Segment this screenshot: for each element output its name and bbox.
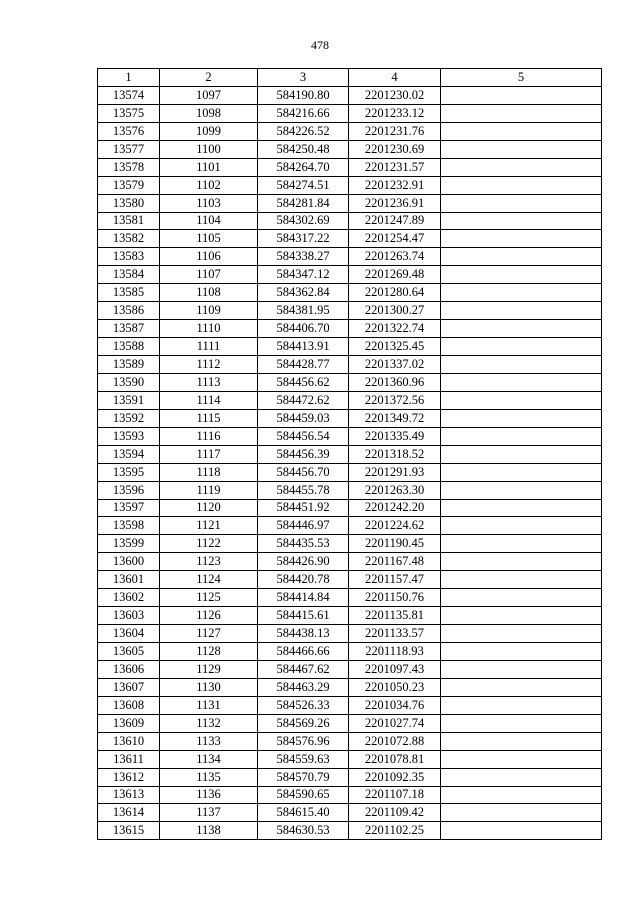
table-cell-col-1: 13602 xyxy=(98,589,160,607)
table-cell-col-1: 13574 xyxy=(98,86,160,104)
table-cell-col-1: 13592 xyxy=(98,409,160,427)
table-row xyxy=(98,104,602,122)
table-cell-col-1: 13610 xyxy=(98,732,160,750)
table-cell-col-1: 13603 xyxy=(98,607,160,625)
table-cell-col-5 xyxy=(441,750,602,768)
table-cell-col-3: 584456.39 xyxy=(258,445,349,463)
table-row xyxy=(98,678,602,696)
table-cell-col-3: 584467.62 xyxy=(258,660,349,678)
table-cell-col-3: 584420.78 xyxy=(258,571,349,589)
table-cell-col-5 xyxy=(441,302,602,320)
table-cell-col-3: 584413.91 xyxy=(258,338,349,356)
table-cell-col-5 xyxy=(441,804,602,822)
table-cell-col-4: 2201236.91 xyxy=(349,194,441,212)
table-cell-col-4: 2201360.96 xyxy=(349,373,441,391)
table-row xyxy=(98,266,602,284)
table-cell-col-1: 13613 xyxy=(98,786,160,804)
table-cell-col-5 xyxy=(441,660,602,678)
table-cell-col-4: 2201167.48 xyxy=(349,553,441,571)
table-cell-col-5 xyxy=(441,158,602,176)
table-cell-col-4: 2201157.47 xyxy=(349,571,441,589)
table-cell-col-2: 1130 xyxy=(160,678,258,696)
table-cell-col-4: 2201107.18 xyxy=(349,786,441,804)
table-row xyxy=(98,194,602,212)
table-cell-col-3: 584435.53 xyxy=(258,535,349,553)
table-cell-col-4: 2201372.56 xyxy=(349,391,441,409)
table-cell-col-1: 13606 xyxy=(98,660,160,678)
table-row xyxy=(98,212,602,230)
table-cell-col-1: 13609 xyxy=(98,714,160,732)
table-cell-col-4: 2201322.74 xyxy=(349,320,441,338)
table-cell-col-1: 13590 xyxy=(98,373,160,391)
header-row xyxy=(98,69,602,87)
table-cell-col-1: 13607 xyxy=(98,678,160,696)
table-cell-col-4: 2201335.49 xyxy=(349,427,441,445)
table-cell-col-3: 584347.12 xyxy=(258,266,349,284)
table-cell-col-4: 2201135.81 xyxy=(349,607,441,625)
table-row xyxy=(98,356,602,374)
table-cell-col-5 xyxy=(441,122,602,140)
table-cell-col-3: 584590.65 xyxy=(258,786,349,804)
table-cell-col-3: 584459.03 xyxy=(258,409,349,427)
table-cell-col-5 xyxy=(441,643,602,661)
table-cell-col-2: 1118 xyxy=(160,463,258,481)
table-cell-col-3: 584274.51 xyxy=(258,176,349,194)
table-row xyxy=(98,607,602,625)
table-row xyxy=(98,320,602,338)
table-cell-col-5 xyxy=(441,427,602,445)
table-row xyxy=(98,571,602,589)
table-cell-col-5 xyxy=(441,409,602,427)
table-row xyxy=(98,284,602,302)
table-cell-col-4: 2201280.64 xyxy=(349,284,441,302)
table-cell-col-2: 1114 xyxy=(160,391,258,409)
table-cell-col-5 xyxy=(441,140,602,158)
table-cell-col-2: 1127 xyxy=(160,625,258,643)
table-cell-col-4: 2201097.43 xyxy=(349,660,441,678)
table-cell-col-3: 584250.48 xyxy=(258,140,349,158)
table-row xyxy=(98,176,602,194)
table-cell-col-5 xyxy=(441,607,602,625)
table-cell-col-1: 13594 xyxy=(98,445,160,463)
table-cell-col-1: 13577 xyxy=(98,140,160,158)
table-cell-col-2: 1131 xyxy=(160,696,258,714)
table-cell-col-5 xyxy=(441,248,602,266)
table-cell-col-3: 584381.95 xyxy=(258,302,349,320)
table-cell-col-5 xyxy=(441,678,602,696)
table-cell-col-3: 584569.26 xyxy=(258,714,349,732)
table-cell-col-1: 13597 xyxy=(98,499,160,517)
table-cell-col-4: 2201300.27 xyxy=(349,302,441,320)
table-cell-col-2: 1112 xyxy=(160,356,258,374)
table-row xyxy=(98,445,602,463)
table-row xyxy=(98,463,602,481)
table-cell-col-5 xyxy=(441,589,602,607)
table-row xyxy=(98,158,602,176)
table-cell-col-4: 2201150.76 xyxy=(349,589,441,607)
table-cell-col-5 xyxy=(441,320,602,338)
table-cell-col-4: 2201233.12 xyxy=(349,104,441,122)
table-cell-col-1: 13585 xyxy=(98,284,160,302)
table-cell-col-5 xyxy=(441,481,602,499)
table-cell-col-1: 13584 xyxy=(98,266,160,284)
table-cell-col-2: 1121 xyxy=(160,517,258,535)
table-cell-col-3: 584630.53 xyxy=(258,822,349,840)
table-cell-col-2: 1137 xyxy=(160,804,258,822)
table-cell-col-3: 584463.29 xyxy=(258,678,349,696)
table-cell-col-1: 13612 xyxy=(98,768,160,786)
table-cell-col-1: 13593 xyxy=(98,427,160,445)
table-cell-col-4: 2201254.47 xyxy=(349,230,441,248)
table-cell-col-4: 2201242.20 xyxy=(349,499,441,517)
table-cell-col-1: 13576 xyxy=(98,122,160,140)
table-cell-col-4: 2201349.72 xyxy=(349,409,441,427)
table-cell-col-4: 2201325.45 xyxy=(349,338,441,356)
table-cell-col-2: 1103 xyxy=(160,194,258,212)
column-header-3: 3 xyxy=(258,69,349,87)
table-cell-col-1: 13580 xyxy=(98,194,160,212)
table-cell-col-2: 1120 xyxy=(160,499,258,517)
table-row xyxy=(98,517,602,535)
table-cell-col-1: 13583 xyxy=(98,248,160,266)
table-cell-col-2: 1101 xyxy=(160,158,258,176)
table-cell-col-3: 584466.66 xyxy=(258,643,349,661)
table-cell-col-3: 584302.69 xyxy=(258,212,349,230)
table-cell-col-2: 1107 xyxy=(160,266,258,284)
table-cell-col-5 xyxy=(441,212,602,230)
table-cell-col-3: 584446.97 xyxy=(258,517,349,535)
table-cell-col-4: 2201230.69 xyxy=(349,140,441,158)
table-row xyxy=(98,373,602,391)
table-cell-col-1: 13611 xyxy=(98,750,160,768)
table-cell-col-2: 1124 xyxy=(160,571,258,589)
table-cell-col-3: 584338.27 xyxy=(258,248,349,266)
table-row xyxy=(98,140,602,158)
table-cell-col-2: 1109 xyxy=(160,302,258,320)
table-cell-col-5 xyxy=(441,284,602,302)
table-cell-col-3: 584415.61 xyxy=(258,607,349,625)
table-cell-col-5 xyxy=(441,553,602,571)
table-row xyxy=(98,391,602,409)
table-row xyxy=(98,122,602,140)
table-cell-col-5 xyxy=(441,266,602,284)
table-cell-col-4: 2201291.93 xyxy=(349,463,441,481)
column-header-2: 2 xyxy=(160,69,258,87)
table-cell-col-3: 584414.84 xyxy=(258,589,349,607)
table-cell-col-3: 584451.92 xyxy=(258,499,349,517)
table-cell-col-5 xyxy=(441,535,602,553)
table-cell-col-2: 1104 xyxy=(160,212,258,230)
table-cell-col-4: 2201337.02 xyxy=(349,356,441,374)
table-row xyxy=(98,786,602,804)
table-cell-col-1: 13575 xyxy=(98,104,160,122)
table-cell-col-5 xyxy=(441,696,602,714)
table-cell-col-3: 584438.13 xyxy=(258,625,349,643)
table-cell-col-3: 584615.40 xyxy=(258,804,349,822)
table-cell-col-5 xyxy=(441,822,602,840)
table-cell-col-5 xyxy=(441,373,602,391)
table-cell-col-2: 1106 xyxy=(160,248,258,266)
page-number: 478 xyxy=(311,38,329,52)
table-cell-col-2: 1116 xyxy=(160,427,258,445)
table-cell-col-5 xyxy=(441,732,602,750)
table-cell-col-2: 1134 xyxy=(160,750,258,768)
table-cell-col-3: 584456.62 xyxy=(258,373,349,391)
table-cell-col-4: 2201034.76 xyxy=(349,696,441,714)
table-cell-col-3: 584570.79 xyxy=(258,768,349,786)
table-cell-col-2: 1122 xyxy=(160,535,258,553)
table-cell-col-1: 13599 xyxy=(98,535,160,553)
table-cell-col-2: 1100 xyxy=(160,140,258,158)
table-cell-col-2: 1115 xyxy=(160,409,258,427)
table-row xyxy=(98,409,602,427)
table-cell-col-5 xyxy=(441,625,602,643)
table-cell-col-4: 2201050.23 xyxy=(349,678,441,696)
table-cell-col-4: 2201224.62 xyxy=(349,517,441,535)
table-cell-col-2: 1135 xyxy=(160,768,258,786)
table-row xyxy=(98,660,602,678)
table-cell-col-2: 1102 xyxy=(160,176,258,194)
table-cell-col-5 xyxy=(441,768,602,786)
table-row xyxy=(98,625,602,643)
table-cell-col-3: 584281.84 xyxy=(258,194,349,212)
table-cell-col-3: 584426.90 xyxy=(258,553,349,571)
table-cell-col-1: 13614 xyxy=(98,804,160,822)
table-cell-col-2: 1111 xyxy=(160,338,258,356)
table-cell-col-3: 584362.84 xyxy=(258,284,349,302)
table-row xyxy=(98,732,602,750)
table-row xyxy=(98,427,602,445)
table-cell-col-4: 2201269.48 xyxy=(349,266,441,284)
table-cell-col-5 xyxy=(441,499,602,517)
table-row xyxy=(98,535,602,553)
table-cell-col-5 xyxy=(441,356,602,374)
table-cell-col-4: 2201092.35 xyxy=(349,768,441,786)
table-cell-col-1: 13588 xyxy=(98,338,160,356)
table-cell-col-1: 13582 xyxy=(98,230,160,248)
table-cell-col-2: 1129 xyxy=(160,660,258,678)
table-row xyxy=(98,481,602,499)
table-cell-col-5 xyxy=(441,104,602,122)
table-cell-col-5 xyxy=(441,176,602,194)
table-cell-col-3: 584406.70 xyxy=(258,320,349,338)
table-row xyxy=(98,338,602,356)
table-cell-col-5 xyxy=(441,517,602,535)
table-cell-col-1: 13596 xyxy=(98,481,160,499)
table-cell-col-4: 2201263.74 xyxy=(349,248,441,266)
table-cell-col-1: 13586 xyxy=(98,302,160,320)
table-cell-col-1: 13598 xyxy=(98,517,160,535)
table-row xyxy=(98,714,602,732)
table-cell-col-5 xyxy=(441,391,602,409)
table-cell-col-4: 2201118.93 xyxy=(349,643,441,661)
table-cell-col-3: 584216.66 xyxy=(258,104,349,122)
table-cell-col-2: 1138 xyxy=(160,822,258,840)
table-cell-col-3: 584456.70 xyxy=(258,463,349,481)
table-row xyxy=(98,822,602,840)
table-cell-col-3: 584576.96 xyxy=(258,732,349,750)
table-row xyxy=(98,696,602,714)
table-cell-col-2: 1108 xyxy=(160,284,258,302)
table-cell-col-1: 13615 xyxy=(98,822,160,840)
table-cell-col-2: 1125 xyxy=(160,589,258,607)
table-cell-col-3: 584456.54 xyxy=(258,427,349,445)
table-cell-col-3: 584264.70 xyxy=(258,158,349,176)
table-cell-col-2: 1136 xyxy=(160,786,258,804)
table-cell-col-4: 2201102.25 xyxy=(349,822,441,840)
column-header-4: 4 xyxy=(349,69,441,87)
table-cell-col-2: 1098 xyxy=(160,104,258,122)
table-cell-col-2: 1128 xyxy=(160,643,258,661)
table-cell-col-2: 1123 xyxy=(160,553,258,571)
table-row xyxy=(98,230,602,248)
table-row xyxy=(98,499,602,517)
table-cell-col-4: 2201027.74 xyxy=(349,714,441,732)
table-cell-col-1: 13604 xyxy=(98,625,160,643)
table-row xyxy=(98,302,602,320)
table-cell-col-4: 2201231.57 xyxy=(349,158,441,176)
table-cell-col-1: 13589 xyxy=(98,356,160,374)
table-cell-col-1: 13581 xyxy=(98,212,160,230)
table-cell-col-4: 2201247.89 xyxy=(349,212,441,230)
table-cell-col-3: 584559.63 xyxy=(258,750,349,768)
table-cell-col-4: 2201109.42 xyxy=(349,804,441,822)
table-cell-col-5 xyxy=(441,230,602,248)
table-cell-col-5 xyxy=(441,194,602,212)
table-cell-col-1: 13591 xyxy=(98,391,160,409)
table-cell-col-1: 13601 xyxy=(98,571,160,589)
table-cell-col-1: 13595 xyxy=(98,463,160,481)
table-row xyxy=(98,86,602,104)
table-cell-col-1: 13587 xyxy=(98,320,160,338)
table-cell-col-5 xyxy=(441,786,602,804)
table-cell-col-4: 2201190.45 xyxy=(349,535,441,553)
column-header-5: 5 xyxy=(441,69,602,87)
table-row xyxy=(98,643,602,661)
table-cell-col-2: 1117 xyxy=(160,445,258,463)
table-cell-col-3: 584190.80 xyxy=(258,86,349,104)
table-body xyxy=(98,86,602,839)
table-cell-col-3: 584472.62 xyxy=(258,391,349,409)
table-header xyxy=(98,69,602,87)
table-cell-col-4: 2201232.91 xyxy=(349,176,441,194)
table-row xyxy=(98,248,602,266)
table-cell-col-2: 1110 xyxy=(160,320,258,338)
table-cell-col-4: 2201263.30 xyxy=(349,481,441,499)
table-cell-col-3: 584455.78 xyxy=(258,481,349,499)
table-cell-col-4: 2201078.81 xyxy=(349,750,441,768)
table-cell-col-1: 13605 xyxy=(98,643,160,661)
table-cell-col-5 xyxy=(441,714,602,732)
table-row xyxy=(98,804,602,822)
table-cell-col-3: 584526.33 xyxy=(258,696,349,714)
table-row xyxy=(98,750,602,768)
table-cell-col-3: 584428.77 xyxy=(258,356,349,374)
table-cell-col-2: 1113 xyxy=(160,373,258,391)
table-cell-col-2: 1105 xyxy=(160,230,258,248)
table-cell-col-4: 2201231.76 xyxy=(349,122,441,140)
table-cell-col-4: 2201133.57 xyxy=(349,625,441,643)
table-cell-col-4: 2201230.02 xyxy=(349,86,441,104)
table-cell-col-5 xyxy=(441,445,602,463)
table-cell-col-4: 2201072.88 xyxy=(349,732,441,750)
coordinates-table xyxy=(97,68,602,840)
table-cell-col-1: 13578 xyxy=(98,158,160,176)
table-row xyxy=(98,768,602,786)
table-cell-col-4: 2201318.52 xyxy=(349,445,441,463)
table-cell-col-1: 13600 xyxy=(98,553,160,571)
table-cell-col-5 xyxy=(441,338,602,356)
table-cell-col-1: 13579 xyxy=(98,176,160,194)
table-cell-col-2: 1133 xyxy=(160,732,258,750)
table-cell-col-2: 1132 xyxy=(160,714,258,732)
table-row xyxy=(98,589,602,607)
table-cell-col-5 xyxy=(441,86,602,104)
table-cell-col-3: 584226.52 xyxy=(258,122,349,140)
table-cell-col-2: 1099 xyxy=(160,122,258,140)
table-cell-col-1: 13608 xyxy=(98,696,160,714)
column-header-1: 1 xyxy=(98,69,160,87)
table-cell-col-2: 1126 xyxy=(160,607,258,625)
table-row xyxy=(98,553,602,571)
table-cell-col-5 xyxy=(441,571,602,589)
table-cell-col-2: 1097 xyxy=(160,86,258,104)
table-cell-col-5 xyxy=(441,463,602,481)
table-cell-col-2: 1119 xyxy=(160,481,258,499)
table-cell-col-3: 584317.22 xyxy=(258,230,349,248)
